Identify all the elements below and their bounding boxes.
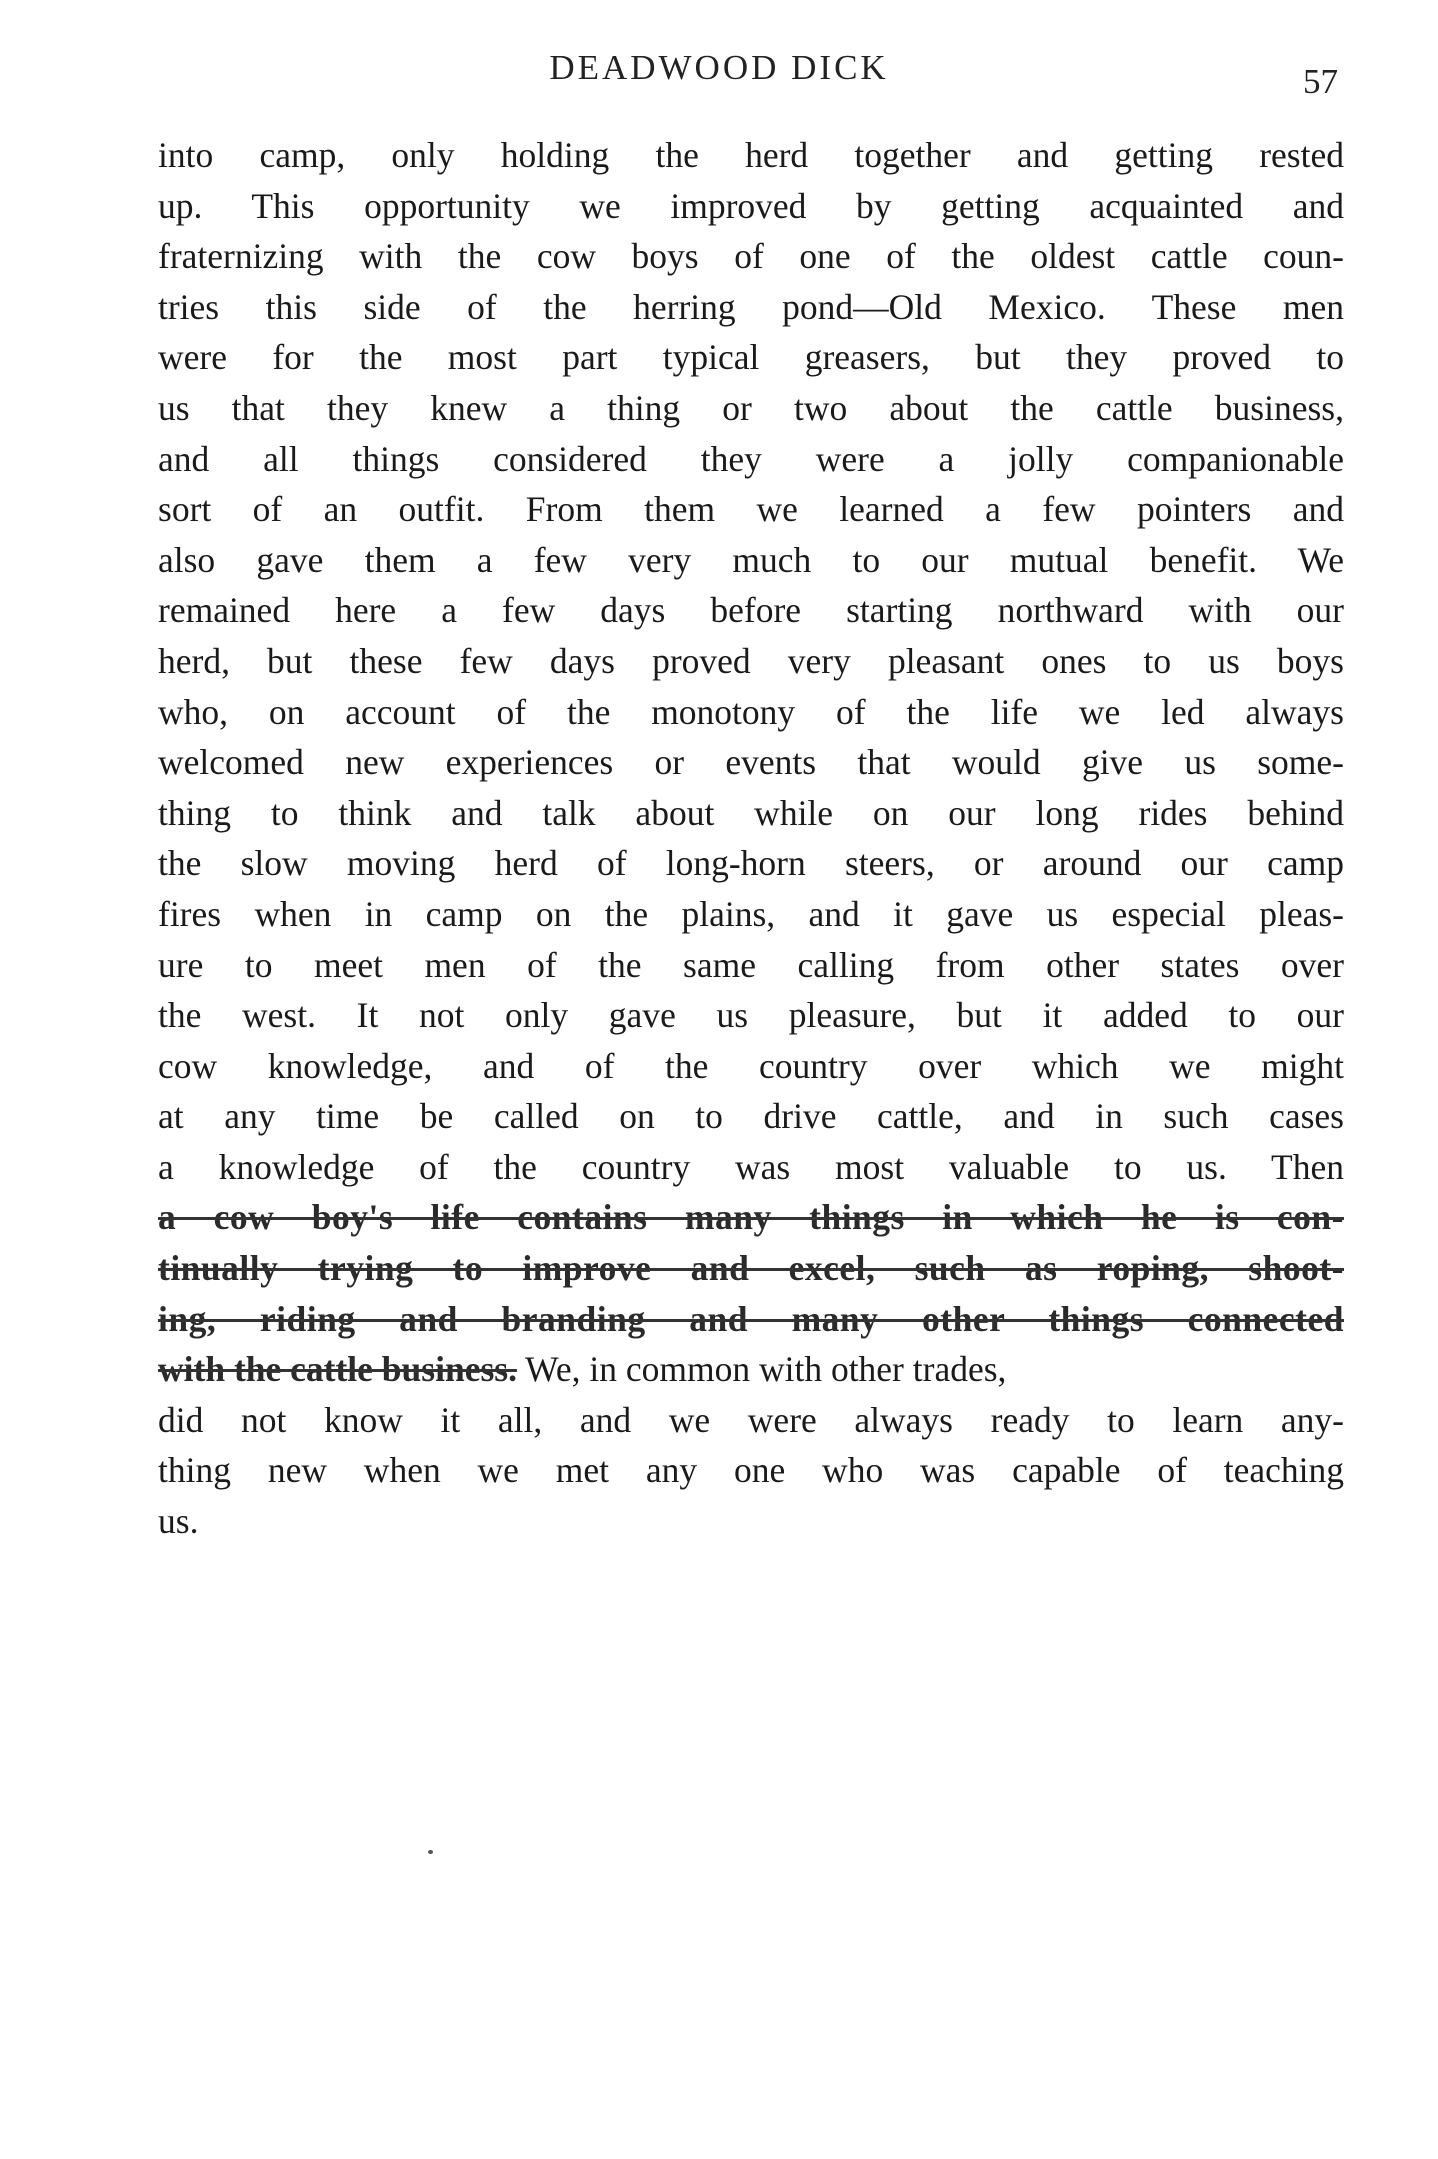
text-line: who, on account of the monotony of the life we led always [158, 691, 1344, 732]
struck-text: ing, riding and branding and many other things connected [158, 1298, 1344, 1339]
text-line: us. [158, 1501, 199, 1542]
text-line: tries this side of the herring pond—Old Mexico. These men [158, 286, 1344, 327]
struck-text-line [158, 1192, 1344, 1243]
text-line: also gave them a few very much to our mutual benefit. We [158, 539, 1344, 580]
text-line: ure to meet men of the same calling from other states over [158, 944, 1344, 985]
struck-text: a cow boy's life contains many things in which he is con- [158, 1197, 1344, 1238]
text-line: the west. It not only gave us pleasure, but it added to our [158, 995, 1344, 1036]
text-line: were for the most part typical greasers, but they proved to [158, 337, 1344, 378]
text-line: thing new when we met any one who was capable of teaching [158, 1450, 1344, 1491]
text-line: up. This opportunity we improved by getting acquainted and [158, 185, 1344, 226]
body-text [158, 130, 1344, 1547]
struck-text-line [158, 1243, 1344, 1294]
text-line: the slow moving herd of long-horn steers, or around our camp [158, 843, 1344, 884]
text-line: us that they knew a thing or two about the cattle business, [158, 387, 1344, 428]
text-line: did not know it all, and we were always ready to learn any- [158, 1399, 1344, 1440]
text-segment: We, in common with other trades, [516, 1349, 1007, 1390]
text-line: fraternizing with the cow boys of one of the oldest cattle coun- [158, 236, 1344, 277]
struck-text: with the cattle business. [158, 1349, 517, 1390]
struck-text-line [158, 1294, 1344, 1345]
text-line: and all things considered they were a jolly companionable [158, 438, 1344, 479]
text-line: a knowledge of the country was most valuable to us. Then [158, 1146, 1344, 1187]
text-line: sort of an outfit. From them we learned a few pointers and [158, 489, 1344, 530]
running-head-title: DEADWOOD DICK [549, 48, 889, 87]
text-line: remained here a few days before starting northward with our [158, 590, 1344, 631]
text-line: into camp, only holding the herd together and getting rested [158, 135, 1344, 175]
running-head [0, 48, 1438, 101]
text-line: welcomed new experiences or events that would give us some- [158, 742, 1344, 783]
text-line: herd, but these few days proved very pleasant ones to us boys [158, 640, 1344, 681]
text-line: fires when in camp on the plains, and it gave us especial pleas- [158, 893, 1344, 934]
ink-speck [428, 1850, 433, 1854]
struck-text: tinually trying to improve and excel, such as roping, shoot- [158, 1248, 1344, 1289]
text-line: at any time be called on to drive cattle, and in such cases [158, 1096, 1344, 1137]
text-line: cow knowledge, and of the country over which we might [158, 1045, 1344, 1086]
mixed-text-line [158, 1344, 1344, 1395]
text-line: thing to think and talk about while on our long rides behind [158, 792, 1344, 833]
page-number: 57 [1303, 62, 1338, 101]
